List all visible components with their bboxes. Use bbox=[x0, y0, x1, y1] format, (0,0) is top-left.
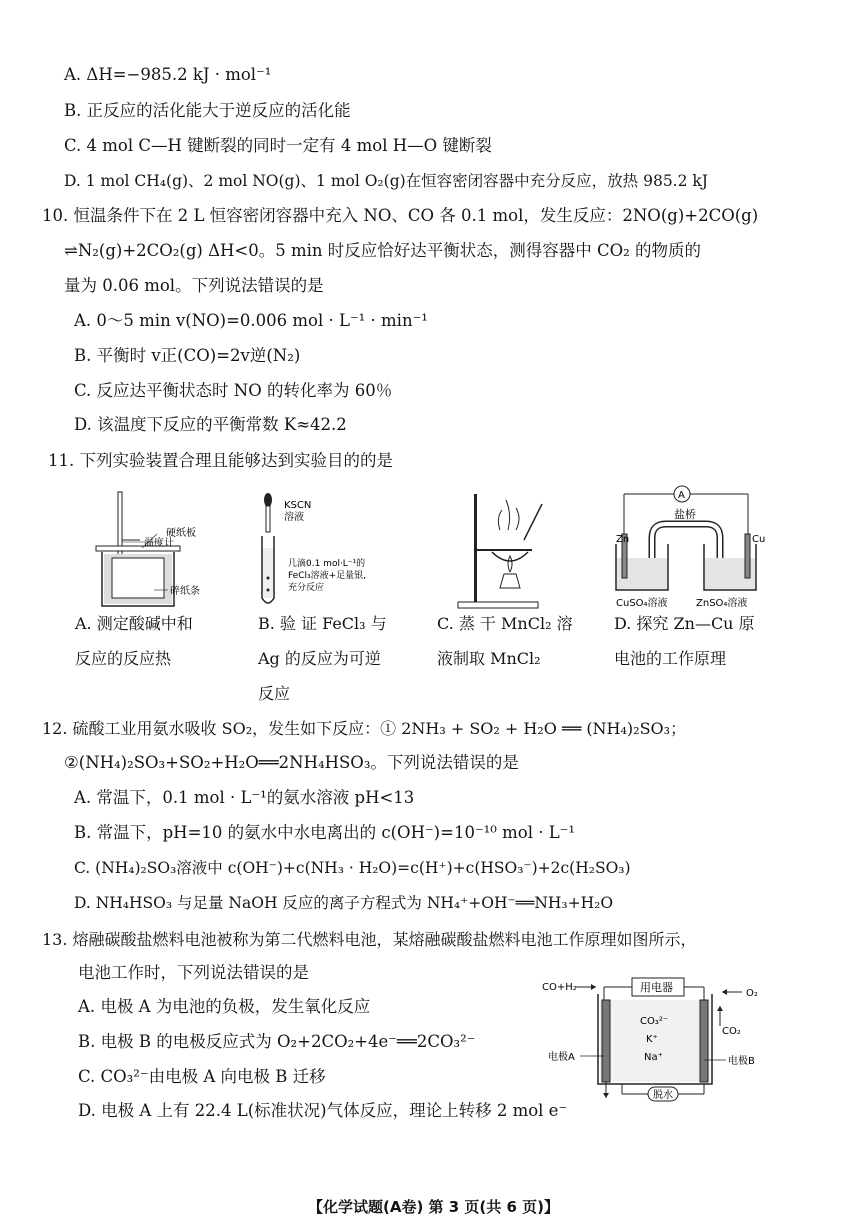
label-salt-bridge: 盐桥 bbox=[674, 508, 696, 521]
q13-option-b: B. 电极 B 的电极反应式为 O₂+2CO₂+4e⁻══2CO₃²⁻ bbox=[78, 1032, 476, 1051]
evaporation-figure bbox=[452, 490, 552, 612]
label-note2: FeCl₃溶液+足量银, bbox=[288, 571, 367, 581]
q11-option-a-line2: 反应的反应热 bbox=[75, 649, 172, 668]
q11-option-b-line3: 反应 bbox=[258, 684, 291, 703]
q11-option-c-line2: 液制取 MnCl₂ bbox=[437, 649, 541, 668]
q13-option-c: C. CO₃²⁻由电极 A 向电极 B 迁移 bbox=[78, 1067, 326, 1086]
label-kscn: KSCN bbox=[284, 500, 312, 511]
q11-option-b-line2: Ag 的反应为可逆 bbox=[258, 649, 381, 668]
q11-option-d-line2: 电池的工作原理 bbox=[614, 649, 727, 668]
q9-option-a: A. ΔH=−985.2 kJ · mol⁻¹ bbox=[64, 65, 272, 84]
q11-stem: 11. 下列实验装置合理且能够达到实验目的的是 bbox=[48, 451, 393, 470]
q10-stem-line2: ⇌N₂(g)+2CO₂(g) ΔH<0。5 min 时反应恰好达平衡状态，测得容器中 CO₂ 的物质的 bbox=[64, 241, 702, 260]
q10-stem-line3: 量为 0.06 mol。下列说法错误的是 bbox=[64, 276, 324, 295]
label-znso4: ZnSO₄溶液 bbox=[696, 598, 748, 609]
q12-option-d: D. NH₄HSO₃ 与足量 NaOH 反应的离子方程式为 NH₄⁺+OH⁻══NH₃+H₂O bbox=[74, 894, 614, 912]
label-dewater: 脱水 bbox=[653, 1090, 673, 1101]
q13-stem-line1: 13. 熔融碳酸盐燃料电池被称为第二代燃料电池，某熔融碳酸盐燃料电池工作原理如图所示， bbox=[42, 930, 697, 949]
label-kscn-solution: 溶液 bbox=[284, 512, 304, 523]
q12-option-b: B. 常温下，pH=10 的氨水中水电离出的 c(OH⁻)=10⁻¹⁰ mol · L⁻¹ bbox=[74, 823, 575, 842]
label-inlet: CO+H₂ bbox=[542, 982, 577, 993]
q13-stem-line2: 电池工作时，下列说法错误的是 bbox=[78, 963, 309, 982]
label-potassium-ion: K⁺ bbox=[646, 1034, 658, 1045]
label-device: 用电器 bbox=[640, 981, 673, 994]
q12-stem-line2: ②(NH₄)₂SO₃+SO₂+H₂O══2NH₄HSO₃。下列说法错误的是 bbox=[64, 753, 519, 772]
calorimeter-figure bbox=[82, 490, 222, 612]
label-note1: 几滴0.1 mol·L⁻¹的 bbox=[288, 559, 366, 569]
label-thermometer: 温度计 bbox=[144, 538, 174, 549]
q12-option-a: A. 常温下，0.1 mol · L⁻¹的氨水溶液 pH<13 bbox=[74, 788, 415, 807]
q9-option-b: B. 正反应的活化能大于逆反应的活化能 bbox=[64, 101, 351, 120]
label-electrode-a: 电极A bbox=[548, 1052, 575, 1063]
q10-option-c: C. 反应达平衡状态时 NO 的转化率为 60％ bbox=[74, 381, 393, 400]
label-note3: 充分反应 bbox=[288, 583, 325, 593]
label-electrode-b: 电极B bbox=[728, 1056, 755, 1067]
label-sodium-ion: Na⁺ bbox=[644, 1052, 663, 1063]
q12-option-c: C. (NH₄)₂SO₃溶液中 c(OH⁻)+c(NH₃ · H₂O)=c(H⁺)+c(HSO₃⁻)+2c(H₂SO₃) bbox=[74, 859, 631, 877]
q9-option-d: D. 1 mol CH₄(g)、2 mol NO(g)、1 mol O₂(g)在恒容密闭容器中充分反应，放热 985.2 kJ bbox=[64, 172, 709, 190]
galvanic-cell-figure bbox=[612, 482, 772, 614]
q11-option-a-line1: A. 测定酸碱中和 bbox=[75, 614, 193, 633]
q12-stem-line1: 12. 硫酸工业用氨水吸收 SO₂，发生如下反应：① 2NH₃ + SO₂ + H₂O ══ (NH₄)₂SO₃； bbox=[42, 719, 687, 738]
label-carbonate-ion: CO₃²⁻ bbox=[640, 1016, 669, 1027]
q11-option-d-line1: D. 探究 Zn—Cu 原 bbox=[614, 614, 755, 633]
q10-option-b: B. 平衡时 v正(CO)=2v逆(N₂) bbox=[74, 346, 301, 365]
label-zn: Zn bbox=[616, 534, 630, 545]
q13-option-a: A. 电极 A 为电池的负极，发生氧化反应 bbox=[78, 997, 371, 1016]
test-tube-figure bbox=[248, 490, 398, 612]
q10-option-d: D. 该温度下反应的平衡常数 K≈42.2 bbox=[74, 415, 347, 434]
q11-option-c-line1: C. 蒸 干 MnCl₂ 溶 bbox=[437, 614, 573, 633]
page-footer: 【化学试题(A卷) 第 3 页(共 6 页)】 bbox=[307, 1198, 560, 1216]
label-cuso4: CuSO₄溶液 bbox=[616, 598, 668, 609]
label-co2: CO₂ bbox=[722, 1026, 741, 1037]
label-ammeter: A bbox=[678, 490, 685, 501]
label-board: 硬纸板 bbox=[166, 528, 196, 539]
fuel-cell-figure bbox=[536, 972, 776, 1106]
label-cu: Cu bbox=[752, 534, 766, 545]
q9-option-c: C. 4 mol C—H 键断裂的同时一定有 4 mol H—O 键断裂 bbox=[64, 136, 492, 155]
q11-option-b-line1: B. 验 证 FeCl₃ 与 bbox=[258, 614, 387, 633]
q13-option-d: D. 电极 A 上有 22.4 L(标准状况)气体反应，理论上转移 2 mol e⁻ bbox=[78, 1101, 568, 1120]
q10-stem-line1: 10. 恒温条件下在 2 L 恒容密闭容器中充入 NO、CO 各 0.1 mol，发生反应：2NO(g)+2CO(g) bbox=[42, 206, 759, 225]
q10-option-a: A. 0～5 min v(NO)=0.006 mol · L⁻¹ · min⁻¹ bbox=[74, 311, 428, 330]
label-o2: O₂ bbox=[746, 988, 758, 999]
label-scraps: 碎纸条 bbox=[170, 586, 200, 597]
